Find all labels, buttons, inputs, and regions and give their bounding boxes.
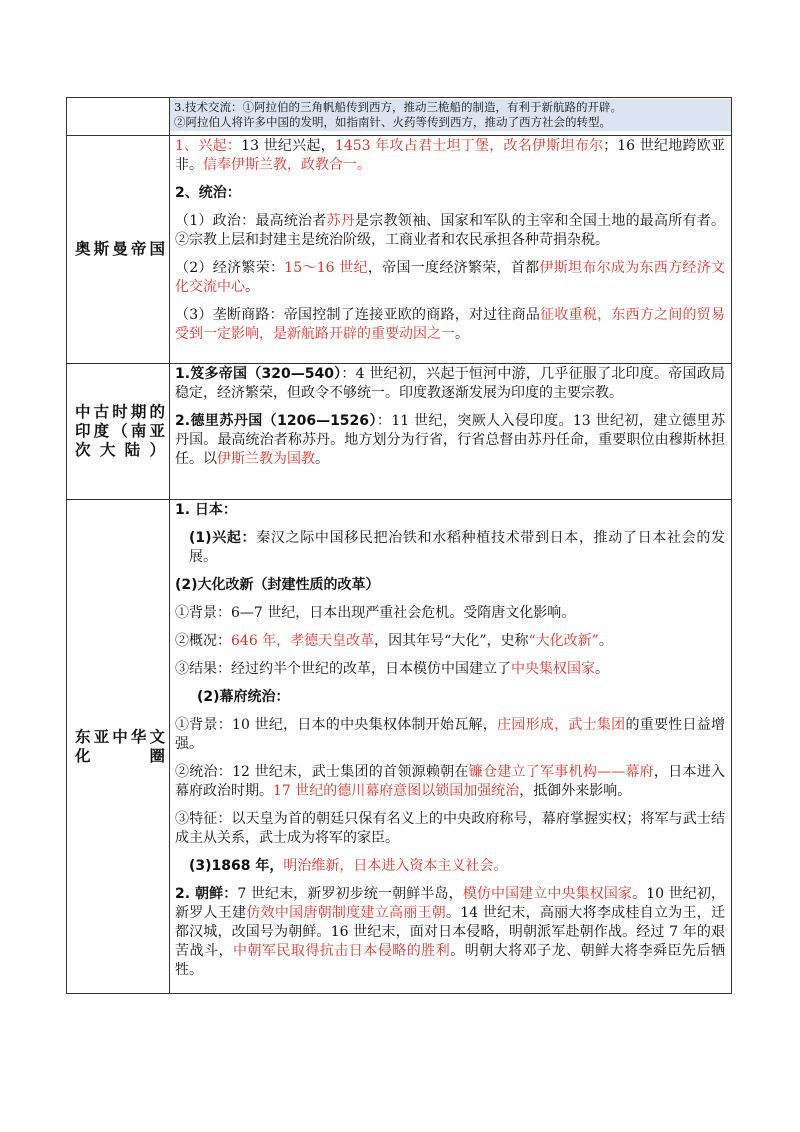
text: 。 <box>245 279 259 295</box>
label: (3)1868 年， <box>189 858 284 874</box>
text: 秦汉之际中国移民把冶铁和水稻种植技术带到日本，推动了日本社会的发展。 <box>189 530 725 565</box>
row-header-ottoman: 奥斯曼帝国 <box>67 136 170 364</box>
highlight: 模仿中国建立中央集权国家 <box>462 886 633 902</box>
paragraph <box>175 212 725 250</box>
highlight: 明治维新，日本进入资本主义社会。 <box>283 858 508 874</box>
highlight: 17 世纪的德川幕府意图以锁国加强统治 <box>273 783 520 799</box>
highlight: 中央集权国家 <box>511 661 595 677</box>
text: 。 <box>315 451 329 467</box>
highlight: 646 年，孝德天皇改革 <box>231 633 375 649</box>
text: （1）政治：最高统治者 <box>175 213 327 229</box>
highlight: 伊斯坦布尔成为东西方经济文化交流中心 <box>175 260 725 295</box>
paragraph <box>175 365 725 403</box>
paragraph <box>175 306 725 344</box>
row-header-india: 中古时期的印度（南亚次大陆） <box>67 364 170 500</box>
text: 。 <box>598 633 613 649</box>
paragraph: ③特征：以天皇为首的朝廷只保有名义上的中央政府称号，幕府掌握实权；将军与武士结成主从关系，武士成为将军的家臣。 <box>175 811 725 846</box>
paragraph <box>175 412 725 469</box>
text: 是宗教领袖、国家和军队的主宰和全国土地的最高所有者。②宗教上层和封建主是统治阶级，工商业者和农民承担各种苛捐杂税。 <box>175 213 726 248</box>
paragraph <box>175 137 725 175</box>
highlight: 征收重税，东西方之间的贸易受到一定影响，是新航路开辟的重要动因之一 <box>175 307 726 342</box>
section-heading: 1. 日本： <box>175 502 237 518</box>
text: 13 世纪兴起， <box>241 138 335 154</box>
text: 的重要性日益增强。 <box>175 717 726 752</box>
text: 。10 世纪初，新罗人王建 <box>175 886 726 921</box>
paragraph <box>175 716 725 754</box>
highlight: 中朝军民取得抗击日本侵略的胜利 <box>232 943 451 959</box>
table-row <box>67 136 732 364</box>
row-header-east-asia: 东亚中华文化圈 <box>67 500 170 994</box>
text: ，因其年号“大化”，史称 <box>374 633 529 649</box>
highlight: 1453 年攻占君士坦丁堡，改名伊斯坦布尔 <box>334 138 604 154</box>
highlight: “大化改新” <box>528 633 599 649</box>
highlight: 信奉伊斯兰教，政教合一。 <box>203 157 371 173</box>
label: 2. 朝鲜： <box>175 886 238 902</box>
highlight: 苏丹 <box>326 213 356 229</box>
tech-line: ②阿拉伯人将许多中国的发明，如指南针、火药等传到西方，推动了西方社会的转型。 <box>174 115 611 129</box>
row-header <box>67 98 170 136</box>
row-content <box>170 500 732 994</box>
text: （3）垄断商路：帝国控制了连接亚欧的商路，对过往商品 <box>175 307 541 323</box>
table-row <box>67 364 732 500</box>
tech-line: 3.技术交流：①阿拉伯的三角帆船传到西方，推动三桅船的制造，有利于新航路的开辟。 <box>174 100 622 114</box>
paragraph <box>175 529 725 567</box>
highlight: 15～16 世纪 <box>284 260 368 276</box>
text: ，日本进入幕府政治时期。 <box>175 764 726 799</box>
text: 。 <box>595 661 609 677</box>
text: 。14 世纪末，高丽大将李成桂自立为王，迁都汉城，改国号为朝鲜。16 世纪末，面对日本侵略，明朝派军赴朝作战。经过 7 年的艰苦战斗， <box>175 905 726 959</box>
section-heading: 2、统治： <box>175 185 241 201</box>
text: ②统治：12 世纪末，武士集团的首领源赖朝在 <box>175 764 469 780</box>
section-heading: (2)大化改新（封建性质的改革） <box>175 577 380 593</box>
highlight: 伊斯兰教为国教 <box>217 451 315 467</box>
tech-exchange-note <box>170 99 731 131</box>
text: 。 <box>455 326 469 342</box>
section-heading: (2)幕府统治： <box>197 689 290 705</box>
table-row <box>67 500 732 994</box>
row-content <box>170 136 732 364</box>
paragraph <box>175 885 725 980</box>
label: 2.德里苏丹国（1206—1526） <box>175 413 377 429</box>
label: (1)兴起： <box>189 530 257 546</box>
paragraph <box>175 259 725 297</box>
notes-table <box>66 97 732 994</box>
text: 。明朝大将邓子龙、朝鲜大将李舜臣先后牺牲。 <box>175 943 726 978</box>
label: 1.笈多帝国（320—540） <box>175 366 342 382</box>
highlight: 镰仓建立了军事机构——幕府 <box>468 764 654 780</box>
paragraph <box>175 632 725 651</box>
text: ：11 世纪，突厥人入侵印度。13 世纪初，建立德里苏丹国。最高统治者称苏丹。地方划分为行省，行省总督由苏丹任命，重要职位由穆斯林担任。以 <box>175 413 725 467</box>
paragraph <box>175 857 725 876</box>
text: （2）经济繁荣： <box>175 260 285 276</box>
highlight: 仿效中国唐朝制度建立高丽王朝 <box>246 905 447 921</box>
text: ，抵御外来影响。 <box>519 783 632 799</box>
text: ，帝国一度经济繁荣，首都 <box>367 260 540 276</box>
label: 1、兴起： <box>175 138 242 154</box>
text: ①背景：10 世纪，日本的中央集权体制开始瓦解， <box>175 717 498 733</box>
text: ：4 世纪初，兴起于恒河中游，几乎征服了北印度。帝国政局稳定，经济繁荣，但政令不够统一。印度教逐渐发展为印度的主要宗教。 <box>175 366 725 401</box>
table-row <box>67 98 732 136</box>
highlight: 庄园形成，武士集团 <box>497 717 626 733</box>
row-content <box>170 364 732 500</box>
text: ；16 世纪地跨欧亚非。 <box>175 138 725 173</box>
row-content <box>170 98 732 136</box>
text: 7 世纪末，新罗初步统一朝鲜半岛， <box>237 886 463 902</box>
text: ②概况： <box>175 633 231 649</box>
text: ③结果：经过约半个世纪的改革，日本模仿中国建立了 <box>175 661 511 677</box>
paragraph <box>175 763 725 801</box>
paragraph <box>175 660 725 679</box>
paragraph: ①背景：6—7 世纪，日本出现严重社会危机。受隋唐文化影响。 <box>175 605 576 621</box>
